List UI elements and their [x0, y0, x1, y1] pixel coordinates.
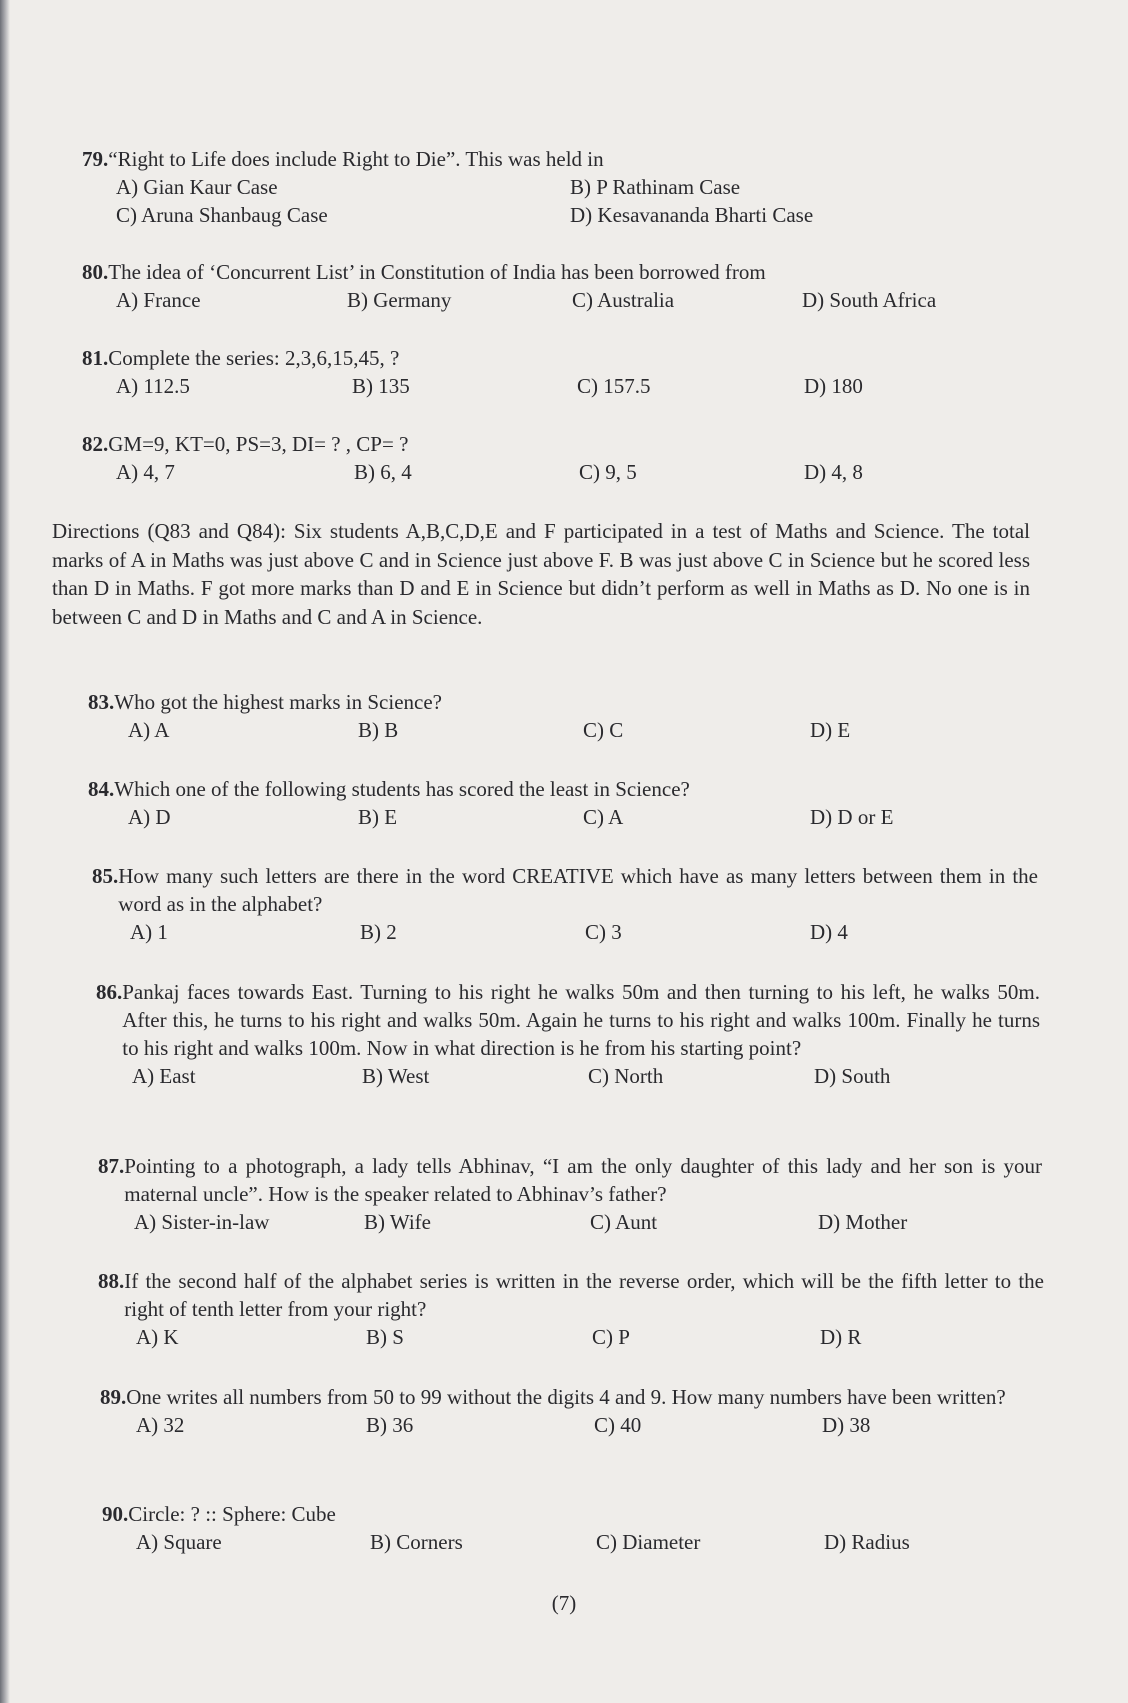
- question-text: GM=9, KT=0, PS=3, DI= ? , CP= ?: [108, 432, 409, 456]
- option-d: D) E: [810, 718, 851, 742]
- option-c: C) 40: [594, 1413, 642, 1437]
- options-row: [102, 1528, 1046, 1556]
- question-number: 85.: [92, 864, 119, 888]
- directions-paragraph: Directions (Q83 and Q84): Six students A,B,C,D,E and F participated in a test of Maths and Science. The total marks of A in Maths was just above C and in Science just above F. B was just above C in Science but he scored less than D in Maths. F got more marks than D and E in Science but didn’t perform as well in Maths as D. No one is in between C and D in Maths and C and A in Science.: [52, 519, 1030, 629]
- question-text: Circle: ? :: Sphere: Cube: [128, 1502, 336, 1526]
- question-text: If the second half of the alphabet series is written in the reverse order, which will be the fifth letter to the right of tenth letter from your right?: [124, 1269, 1044, 1321]
- option-b: B) E: [358, 805, 398, 829]
- option-d: D) 4: [810, 920, 848, 944]
- question-number: 89.: [100, 1385, 127, 1409]
- options-row: [98, 1323, 1044, 1351]
- question-84: [88, 775, 988, 831]
- option-b: B) Corners: [370, 1530, 463, 1554]
- question-86: [96, 978, 1040, 1090]
- option-a: A) Sister-in-law: [134, 1210, 270, 1234]
- question-82: [82, 430, 982, 486]
- question-87: [98, 1152, 1042, 1236]
- options-row: [82, 286, 982, 314]
- question-text: Which one of the following students has scored the least in Science?: [114, 777, 690, 801]
- option-b: B) 6, 4: [354, 460, 412, 484]
- question-88: [98, 1267, 1044, 1351]
- option-a: A) 32: [136, 1413, 185, 1437]
- option-a: A) France: [116, 288, 201, 312]
- question-number: 88.: [98, 1269, 125, 1293]
- question-text: The idea of ‘Concurrent List’ in Constitution of India has been borrowed from: [108, 260, 766, 284]
- question-text: Who got the highest marks in Science?: [114, 690, 442, 714]
- options-row: [98, 1208, 1042, 1236]
- option-a: A) Square: [136, 1530, 222, 1554]
- option-d: D) 180: [804, 374, 863, 398]
- option-b: B) Wife: [364, 1210, 431, 1234]
- question-number: 87.: [98, 1154, 125, 1178]
- options-row: [82, 372, 982, 400]
- question-90: [102, 1500, 1046, 1556]
- option-a: A) K: [136, 1325, 179, 1349]
- question-85: [92, 862, 1038, 946]
- option-d: D) Radius: [824, 1530, 910, 1554]
- options-row: [82, 173, 982, 201]
- question-83: [88, 688, 988, 744]
- option-c: C) Aunt: [590, 1210, 658, 1234]
- option-c: C) 157.5: [577, 374, 651, 398]
- options-row: [88, 716, 988, 744]
- option-c: C) Aruna Shanbaug Case: [116, 203, 328, 227]
- option-b: B) 36: [366, 1413, 414, 1437]
- question-number: 90.: [102, 1502, 129, 1526]
- question-79: [82, 145, 982, 229]
- option-a: A) 112.5: [116, 374, 190, 398]
- option-c: C) 9, 5: [579, 460, 637, 484]
- option-d: D) Mother: [818, 1210, 908, 1234]
- option-b: B) P Rathinam Case: [570, 175, 741, 199]
- options-row: [82, 458, 982, 486]
- option-c: C) C: [583, 718, 624, 742]
- option-c: C) Australia: [572, 288, 675, 312]
- question-number: 79.: [82, 147, 109, 171]
- option-d: D) 38: [822, 1413, 871, 1437]
- question-number: 84.: [88, 777, 115, 801]
- option-a: A) Gian Kaur Case: [116, 175, 278, 199]
- question-text: How many such letters are there in the word CREATIVE which have as many letters between them in the word as in the alphabet?: [118, 864, 1038, 916]
- option-a: A) 1: [130, 920, 168, 944]
- option-c: C) P: [592, 1325, 630, 1349]
- page-number: (7): [551, 1591, 577, 1615]
- option-b: B) 2: [360, 920, 397, 944]
- option-c: C) North: [588, 1064, 664, 1088]
- page-edge-shadow: [0, 0, 10, 1703]
- option-b: B) S: [366, 1325, 404, 1349]
- question-number: 86.: [96, 980, 123, 1004]
- option-a: A) A: [128, 718, 170, 742]
- option-d: D) South: [814, 1064, 891, 1088]
- question-81: [82, 344, 982, 400]
- option-a: A) 4, 7: [116, 460, 175, 484]
- option-d: D) D or E: [810, 805, 894, 829]
- option-a: A) East: [132, 1064, 196, 1088]
- option-c: C) Diameter: [596, 1530, 701, 1554]
- options-row: [82, 201, 982, 229]
- question-80: [82, 258, 982, 314]
- option-d: D) 4, 8: [804, 460, 863, 484]
- option-d: D) South Africa: [802, 288, 937, 312]
- option-c: C) 3: [585, 920, 622, 944]
- question-text: Pankaj faces towards East. Turning to his right he walks 50m and then turning to his left, he walks 50m. After this, he turns to his right and walks 50m. Again he turns to his right and walks 100m. Finally he turns to his right and walks 100m. Now in what direction is he from his starting point?: [122, 980, 1040, 1060]
- question-number: 81.: [82, 346, 109, 370]
- question-number: 83.: [88, 690, 115, 714]
- question-text: “Right to Life does include Right to Die”. This was held in: [108, 147, 604, 171]
- option-b: B) Germany: [347, 288, 452, 312]
- option-d: D) Kesavananda Bharti Case: [570, 203, 814, 227]
- options-row: [92, 918, 1038, 946]
- option-c: C) A: [583, 805, 624, 829]
- option-a: A) D: [128, 805, 171, 829]
- options-row: [96, 1062, 1040, 1090]
- options-row: [88, 803, 988, 831]
- option-b: B) 135: [352, 374, 410, 398]
- option-d: D) R: [820, 1325, 862, 1349]
- question-number: 80.: [82, 260, 109, 284]
- option-b: B) B: [358, 718, 399, 742]
- option-b: B) West: [362, 1064, 430, 1088]
- question-text: One writes all numbers from 50 to 99 without the digits 4 and 9. How many numbers have been written?: [126, 1385, 1006, 1409]
- question-text: Pointing to a photograph, a lady tells Abhinav, “I am the only daughter of this lady and her son is your maternal uncle”. How is the speaker related to Abhinav’s father?: [124, 1154, 1042, 1206]
- question-89: [100, 1383, 1046, 1439]
- question-text: Complete the series: 2,3,6,15,45, ?: [108, 346, 400, 370]
- options-row: [100, 1411, 1046, 1439]
- question-number: 82.: [82, 432, 109, 456]
